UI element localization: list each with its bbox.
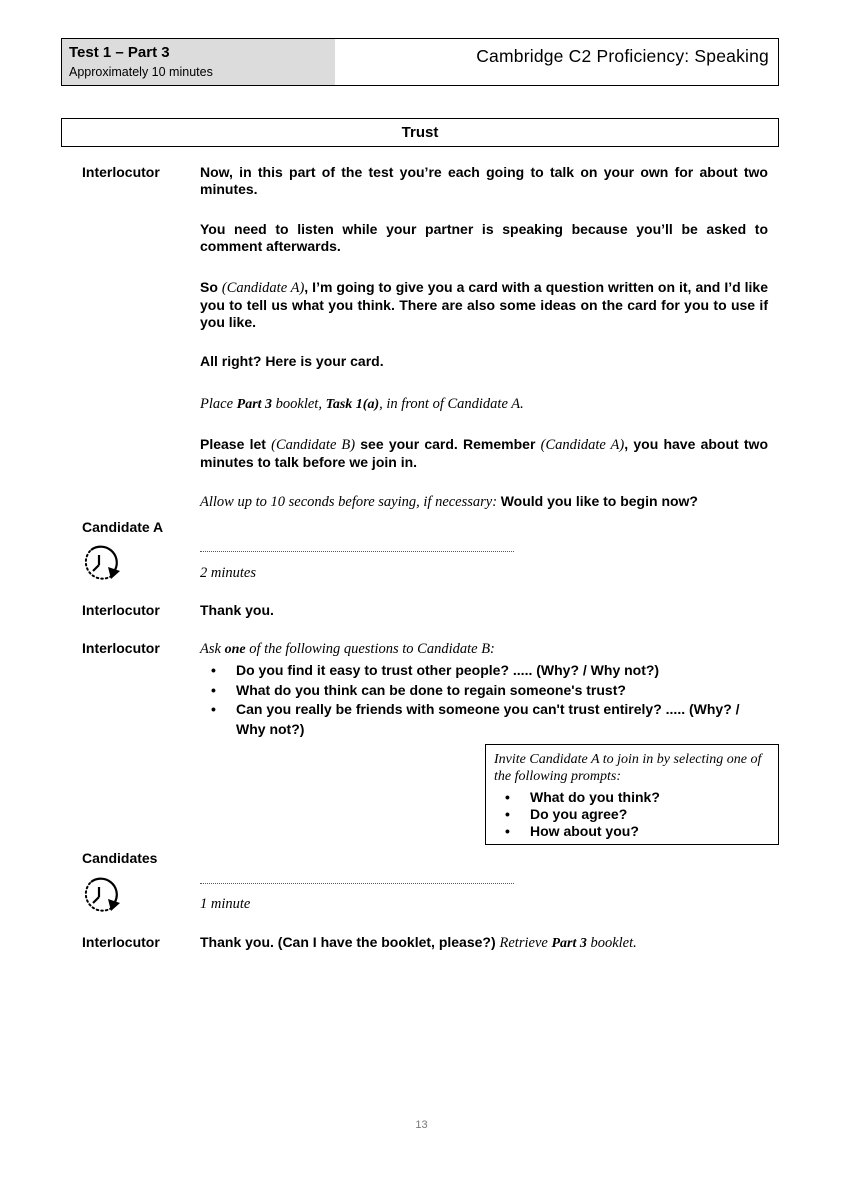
script-paragraph-2: You need to listen while your partner is speaking because you’ll be asked to comment afterwards. bbox=[200, 221, 768, 254]
instr-c: booklet, bbox=[272, 396, 326, 412]
ask-instruction bbox=[200, 640, 768, 658]
test-part-title: Test 1 – Part 3 bbox=[69, 44, 170, 61]
begin-question: Would you like to begin now? bbox=[500, 493, 698, 509]
timer-duration-1min bbox=[200, 895, 768, 913]
speaker-label-interlocutor: Interlocutor bbox=[82, 934, 160, 950]
page-number: 13 bbox=[415, 1119, 428, 1131]
p6-e: , you have about two minutes to talk before we join in. bbox=[200, 436, 768, 470]
stopwatch-icon bbox=[80, 543, 124, 585]
instr-a: Place bbox=[200, 396, 237, 412]
script-paragraph-1: Now, in this part of the test you’re each going to talk on your own for about two minutes. bbox=[200, 164, 768, 197]
candidate-a-placeholder: (Candidate A) bbox=[540, 437, 625, 453]
allow-instruction: Allow up to 10 seconds before saying, if necessary: bbox=[200, 494, 501, 510]
prompt-item bbox=[494, 823, 774, 840]
p3-part-a: So bbox=[200, 279, 222, 295]
p3-part-c: , I’m going to give you a card with a question written on it, and I’d like you to tell us what you think. There are also some ideas on the card for you to use if you like. bbox=[200, 279, 769, 330]
prompt-item bbox=[494, 789, 774, 806]
bullet: • bbox=[211, 681, 216, 698]
question-text: Can you really be friends with someone you can't trust entirely? ..... (Why? / Why not?) bbox=[236, 701, 740, 737]
speaker-label-interlocutor: Interlocutor bbox=[82, 602, 160, 618]
script-paragraph-4: All right? Here is your card. bbox=[200, 353, 384, 369]
question-text: What do you think can be done to regain someone's trust? bbox=[236, 681, 626, 698]
final-b: Retrieve bbox=[499, 935, 552, 951]
prompts-box bbox=[485, 744, 779, 845]
instr-e: , in front of Candidate A. bbox=[379, 396, 524, 412]
prompts-intro: Invite Candidate A to join in by selecting one of the following prompts: bbox=[494, 752, 762, 784]
thank-you-line: Thank you. bbox=[200, 602, 274, 618]
script-paragraph-6 bbox=[200, 436, 768, 471]
ask-b: one bbox=[224, 642, 246, 657]
script-paragraph-7 bbox=[200, 493, 768, 511]
topic-title: Trust bbox=[61, 118, 779, 147]
p6-c: see your card. Remember bbox=[355, 436, 541, 452]
header-left-panel bbox=[62, 39, 335, 85]
final-c: Part 3 bbox=[551, 936, 587, 951]
speaker-label-interlocutor: Interlocutor bbox=[82, 164, 160, 180]
p6-a: Please let bbox=[200, 436, 272, 452]
ask-a: Ask bbox=[200, 641, 225, 657]
prompt-text: How about you? bbox=[530, 823, 639, 839]
speaker-label-candidate-a: Candidate A bbox=[82, 519, 164, 535]
ask-c: of the following questions to Candidate B: bbox=[245, 641, 495, 657]
final-line bbox=[200, 934, 768, 952]
prompt-text: Do you agree? bbox=[530, 806, 628, 822]
final-d: booklet. bbox=[586, 935, 637, 951]
instruction-place-booklet bbox=[200, 395, 768, 413]
question-text: Do you find it easy to trust other people? ..... (Why? / Why not?) bbox=[236, 662, 660, 678]
stopwatch-icon bbox=[80, 875, 124, 917]
script-paragraph-3 bbox=[200, 279, 768, 331]
question-list bbox=[200, 661, 756, 739]
instr-b: Part 3 bbox=[236, 397, 273, 412]
final-a: Thank you. (Can I have the booklet, please?) bbox=[200, 934, 500, 950]
page-header bbox=[61, 38, 779, 86]
question-item bbox=[200, 661, 756, 681]
timer-text: 2 minutes bbox=[200, 565, 256, 581]
bullet: • bbox=[505, 806, 510, 822]
prompt-item bbox=[494, 806, 774, 823]
timer-duration-2min bbox=[200, 564, 768, 582]
speaker-label-interlocutor: Interlocutor bbox=[82, 640, 160, 656]
instr-d: Task 1(a) bbox=[325, 397, 380, 412]
exam-name: Cambridge C2 Proficiency: Speaking bbox=[476, 46, 769, 66]
bullet: • bbox=[505, 789, 510, 805]
candidate-a-placeholder: (Candidate A) bbox=[221, 280, 305, 296]
speaker-label-candidates: Candidates bbox=[82, 850, 158, 866]
timer-text: 1 minute bbox=[200, 896, 251, 912]
response-line bbox=[200, 882, 514, 884]
bullet: • bbox=[211, 662, 216, 678]
question-item bbox=[200, 681, 756, 701]
prompt-text: What do you think? bbox=[530, 789, 660, 805]
question-item bbox=[200, 700, 756, 739]
bullet: • bbox=[211, 701, 216, 717]
duration-note: Approximately 10 minutes bbox=[69, 65, 213, 79]
candidate-b-placeholder: (Candidate B) bbox=[271, 437, 356, 453]
bullet: • bbox=[505, 823, 510, 839]
response-line bbox=[200, 550, 514, 552]
